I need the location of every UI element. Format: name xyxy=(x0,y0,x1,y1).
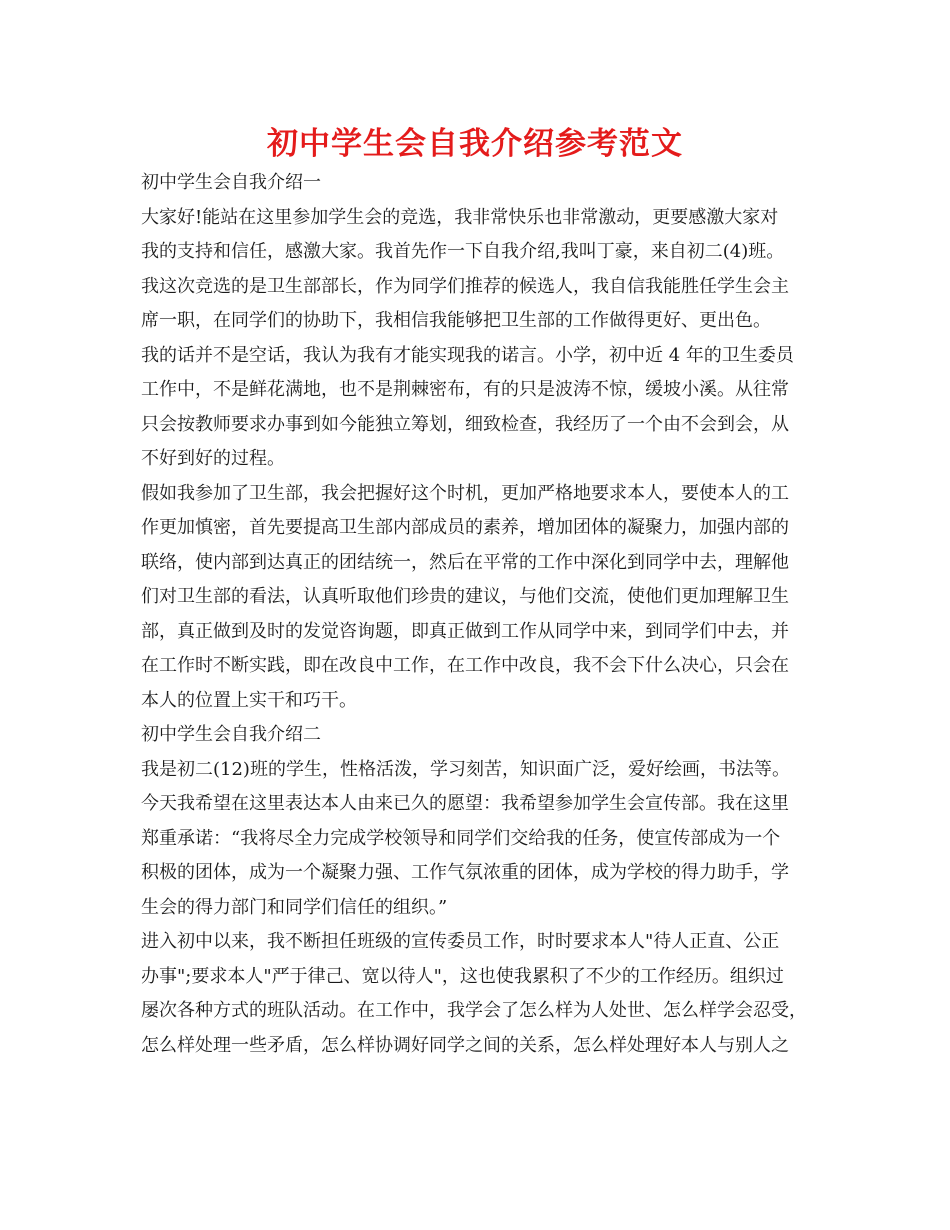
text-line: 席一职，在同学们的协助下，我相信我能够把卫生部的工作做得更好、更出色。 xyxy=(141,310,771,331)
text-line: 工作中，不是鲜花满地，也不是荆棘密布，有的只是波涛不惊，缓坡小溪。从往常 xyxy=(141,379,789,400)
document-title: 初中学生会自我介绍参考范文 xyxy=(267,126,683,162)
text-line: 假如我参加了卫生部，我会把握好这个时机，更加严格地要求本人，要使本人的工 xyxy=(141,482,789,504)
text-line: 本人的位置上实干和巧干。 xyxy=(141,689,357,711)
text-line: 大家好!能站在这里参加学生会的竞选，我非常快乐也非常激动，更要感激大家对 xyxy=(141,206,779,228)
document-body xyxy=(141,166,821,1063)
text-line: 部，真正做到及时的发觉咨询题，即真正做到工作从同学中来，到同学们中去，并 xyxy=(141,620,789,642)
text-line: 怎么样处理一些矛盾，怎么样协调好同学之间的关系，怎么样处理好本人与别人之 xyxy=(141,1034,789,1056)
text-line: 只会按教师要求办事到如今能独立筹划，细致检查，我经历了一个由不会到会，从 xyxy=(141,413,789,435)
text-line: 我的话并不是空话，我认为我有才能实现我的诺言。小学，初中近 4 年的卫生委员 xyxy=(141,344,794,366)
text-line: 在工作时不断实践，即在改良中工作，在工作中改良，我不会下什么决心，只会在 xyxy=(141,655,789,676)
text-line: 们对卫生部的看法，认真听取他们珍贵的建议，与他们交流，使他们更加理解卫生 xyxy=(141,586,789,607)
text-line: 我这次竞选的是卫生部部长，作为同学们推荐的候选人，我自信我能胜任学生会主 xyxy=(141,275,789,297)
text-line: 屡次各种方式的班队活动。在工作中，我学会了怎么样为人处世、怎么样学会忍受， xyxy=(141,1000,807,1021)
text-line: 初中学生会自我介绍二 xyxy=(141,724,321,745)
text-line: 生会的得力部门和同学们信任的组织。” xyxy=(141,896,448,918)
text-line: 办事";要求本人"严于律己、宽以待人"，这也使我累积了不少的工作经历。组织过 xyxy=(141,965,784,987)
text-line: 今天我希望在这里表达本人由来已久的愿望：我希望参加学生会宣传部。我在这里 xyxy=(141,793,789,814)
text-line: 不好到好的过程。 xyxy=(141,448,285,469)
text-line: 我是初二(12)班的学生，性格活泼，学习刻苦，知识面广泛，爱好绘画，书法等。 xyxy=(141,758,790,780)
text-line: 进入初中以来，我不断担任班级的宣传委员工作，时时要求本人"待人正直、公正 xyxy=(141,931,780,952)
text-line: 初中学生会自我介绍一 xyxy=(141,172,321,193)
text-line: 联络，使内部到达真正的团结统一，然后在平常的工作中深化到同学中去，理解他 xyxy=(141,551,789,573)
text-line: 我的支持和信任，感激大家。我首先作一下自我介绍,我叫丁豪，来自初二(4)班。 xyxy=(141,241,785,262)
text-line: 作更加慎密，首先要提高卫生部内部成员的素养，增加团体的凝聚力，加强内部的 xyxy=(141,517,789,538)
text-line: 郑重承诺：“我将尽全力完成学校领导和同学们交给我的任务，使宣传部成为一个 xyxy=(141,827,781,849)
text-line: 积极的团体，成为一个凝聚力强、工作气氛浓重的团体，成为学校的得力助手，学 xyxy=(141,862,789,883)
